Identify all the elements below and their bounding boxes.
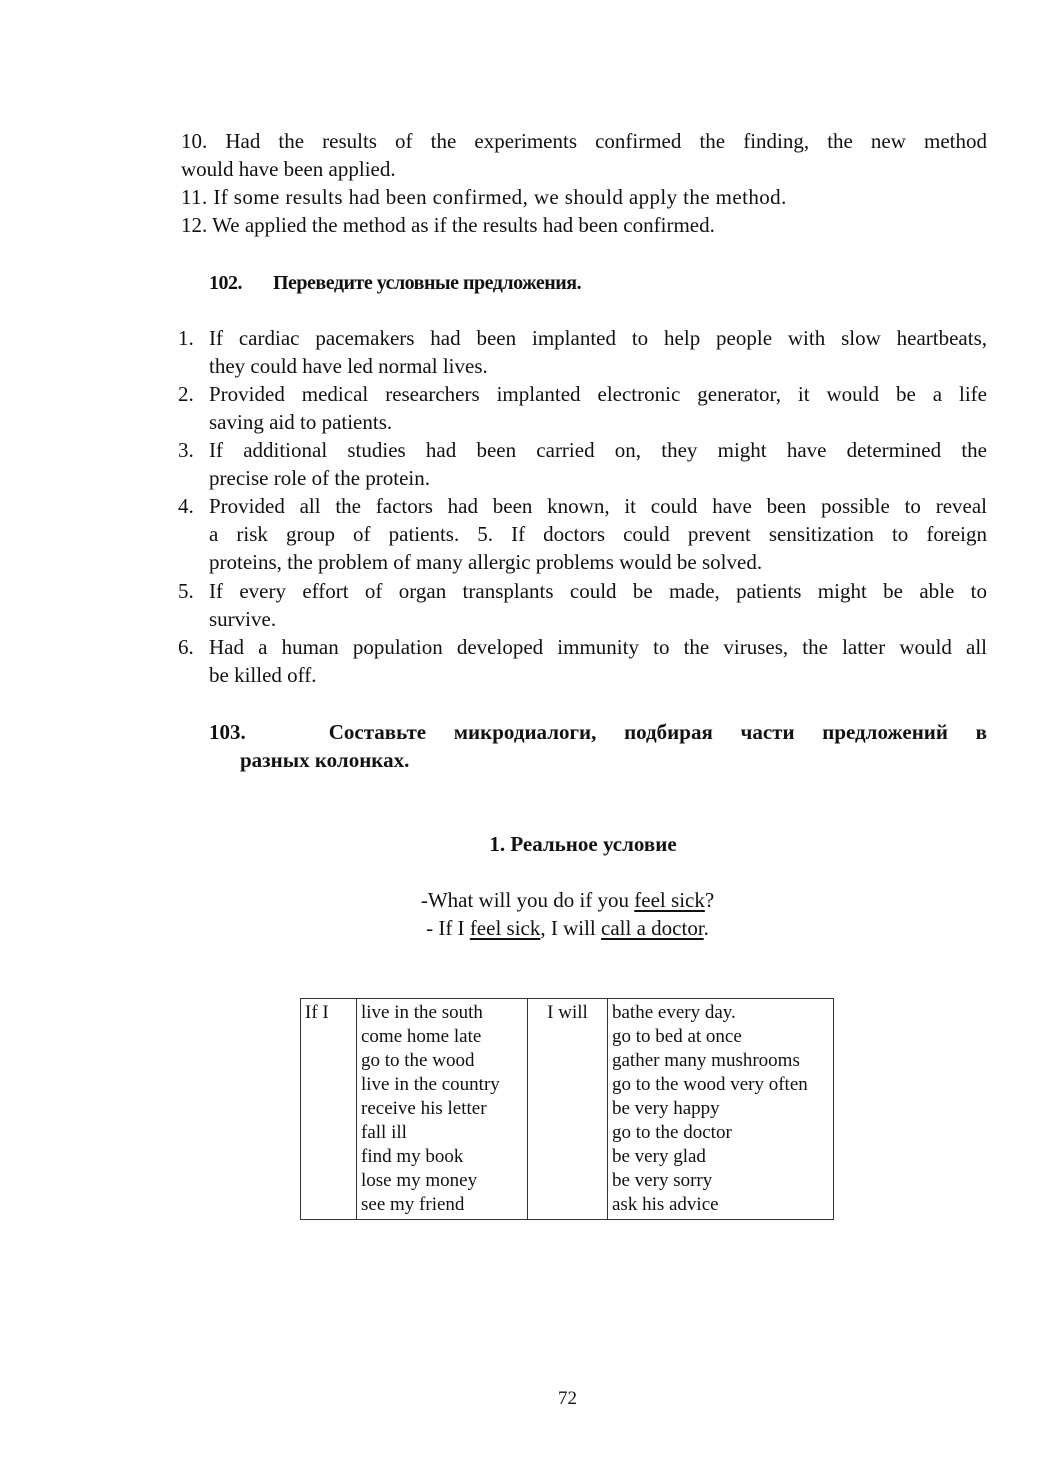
dialog-answer-middle: , I will: [540, 916, 602, 940]
exercise-103-number: 103.: [209, 720, 246, 744]
section-title: 1. Реальное условие: [489, 832, 677, 856]
dialog-answer: [0, 914, 1039, 942]
list-item-line: be killed off.: [209, 663, 317, 687]
list-item-number: 5.: [178, 579, 194, 603]
dialog-answer-end: .: [703, 916, 709, 940]
result-item: be very sorry: [612, 1170, 713, 1191]
dialog-answer-underlined-1: feel sick: [469, 916, 541, 940]
table-cell-results: [608, 999, 834, 1220]
list-item-line: Provided medical researchers implanted electronic generator, it would be a life: [209, 382, 987, 406]
dialog-question: [0, 886, 1039, 914]
list-item-line: If additional studies had been carried on, they might have determined the: [209, 438, 987, 462]
table-cell-text: I will: [547, 1002, 588, 1023]
item-12: 12. We applied the method as if the results had been confirmed.: [181, 213, 715, 237]
list-item-line: survive.: [209, 607, 277, 631]
list-item-number: 4.: [178, 494, 194, 518]
result-item: go to the doctor: [612, 1122, 732, 1143]
result-item: be very happy: [612, 1098, 720, 1119]
dialog-answer-text: - If I: [426, 916, 470, 940]
condition-item: come home late: [361, 1026, 482, 1047]
list-item-line: proteins, the problem of many allergic problems would be solved.: [209, 550, 763, 574]
exercise-102-number: 102.: [209, 272, 242, 294]
result-item: bathe every day.: [612, 1002, 736, 1023]
condition-item: live in the country: [361, 1074, 500, 1095]
list-item-line: Provided all the factors had been known, it could have been possible to reveal: [209, 494, 987, 518]
dialog-answer-underlined-2: call a doctor: [601, 916, 704, 940]
item-10-line1: 10. Had the results of the experiments confirmed the finding, the new method: [181, 129, 987, 153]
list-item-number: 2.: [178, 382, 194, 406]
exercise-103-title: Составьте микродиалоги, подбирая части предложений в: [328, 720, 988, 744]
exercise-103-title-line1: [209, 718, 987, 746]
condition-item: fall ill: [361, 1122, 407, 1143]
table-cell-if-i: [301, 999, 357, 1220]
table-cell-conditions: [357, 999, 528, 1220]
condition-item: see my friend: [361, 1194, 465, 1215]
exercise-103-title-line2: разных колонках.: [240, 748, 410, 772]
list-item-number: 1.: [178, 326, 194, 350]
matching-table: [300, 998, 834, 1220]
list-item-line: a risk group of patients. 5. If doctors could prevent sensitization to foreign: [209, 522, 987, 546]
dialog-question-underlined: feel sick: [634, 888, 705, 912]
list-item-number: 3.: [178, 438, 194, 462]
condition-item: go to the wood: [361, 1050, 475, 1071]
result-item: ask his advice: [612, 1194, 719, 1215]
exercise-102-title: Переведите условные предложения.: [273, 272, 582, 294]
list-item-line: they could have led normal lives.: [209, 354, 488, 378]
list-item-line: precise role of the protein.: [209, 466, 430, 490]
page-number: 72: [558, 1388, 577, 1409]
result-item: go to bed at once: [612, 1026, 742, 1047]
result-item: be very glad: [612, 1146, 706, 1167]
condition-item: live in the south: [361, 1002, 483, 1023]
condition-item: receive his letter: [361, 1098, 487, 1119]
dialog-question-end: ?: [704, 888, 715, 912]
list-item-line: If every effort of organ transplants could be made, patients might be able to: [209, 579, 987, 603]
table-cell-text: If I: [305, 1002, 329, 1023]
list-item-line: Had a human population developed immunity to the viruses, the latter would all: [209, 635, 987, 659]
item-11: 11. If some results had been confirmed, we should apply the method.: [181, 185, 787, 209]
result-item: gather many mushrooms: [612, 1050, 800, 1071]
item-10-line2: would have been applied.: [181, 157, 396, 181]
condition-item: lose my money: [361, 1170, 478, 1191]
table-row: [301, 999, 834, 1220]
list-item-line: If cardiac pacemakers had been implanted to help people with slow heartbeats,: [209, 326, 987, 350]
table-cell-i-will: [528, 999, 608, 1220]
result-item: go to the wood very often: [612, 1074, 808, 1095]
list-item-number: 6.: [178, 635, 194, 659]
dialog-question-text: -What will you do if you: [420, 888, 635, 912]
list-item-line: saving aid to patients.: [209, 410, 393, 434]
condition-item: find my book: [361, 1146, 464, 1167]
